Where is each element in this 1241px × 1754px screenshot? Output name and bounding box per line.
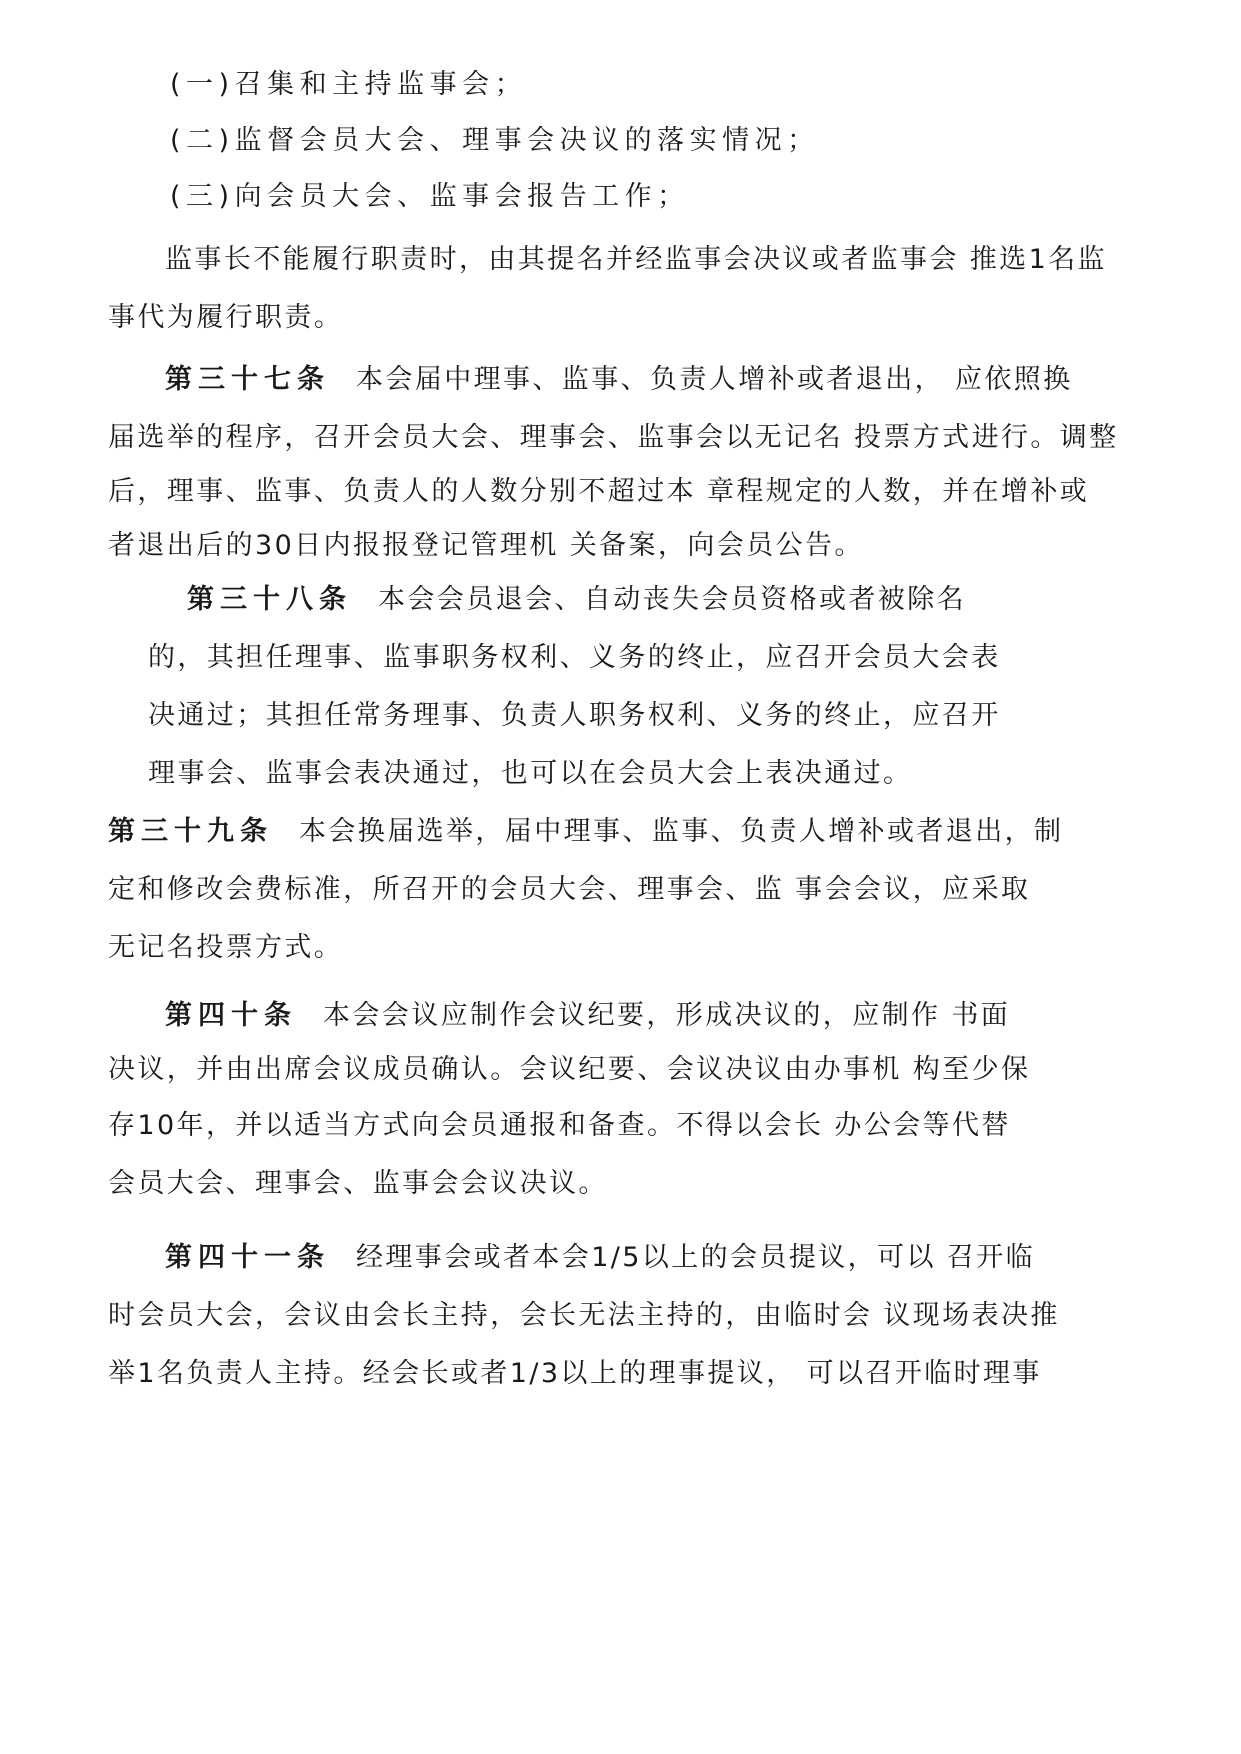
list-item: (二)监督会员大会、理事会决议的落实情况； [170, 125, 820, 156]
paragraph-line: 的，其担任理事、监事职务权利、义务的终止，应召开会员大会表 [148, 642, 1001, 673]
article-heading: 第四十一条 [165, 1242, 330, 1273]
list-item: (三)向会员大会、监事会报告工作； [170, 181, 690, 212]
paragraph-line: 理事会、监事会表决通过，也可以在会员大会上表决通过。 [148, 758, 913, 789]
paragraph-line: 后，理事、监事、负责人的人数分别不超过本 章程规定的人数，并在增补或 [108, 476, 1090, 507]
paragraph-line: 者退出后的30日内报报登记管理机 关备案，向会员公告。 [108, 530, 864, 561]
paragraph-line: 事代为履行职责。 [108, 302, 344, 333]
article-heading: 第三十九条 [108, 816, 273, 847]
article-40: 第四十条 本会会议应制作会议纪要，形成决议的，应制作 书面 [165, 1000, 1011, 1031]
paragraph-line: 无记名投票方式。 [108, 932, 344, 963]
article-37: 第三十七条 本会届中理事、监事、负责人增补或者退出， 应依照换 [165, 364, 1073, 395]
paragraph-line: 时会员大会，会议由会长主持，会长无法主持的，由临时会 议现场表决推 [108, 1300, 1060, 1331]
article-38: 第三十八条 本会会员退会、自动丧失会员资格或者被除名 [187, 584, 966, 615]
paragraph-line: 存10年，并以适当方式向会员通报和备查。不得以会长 办公会等代替 [108, 1110, 1011, 1141]
paragraph-line: 监事长不能履行职责时，由其提名并经监事会决议或者监事会 推选1名监 [165, 244, 1107, 275]
paragraph-line: 定和修改会费标准，所召开的会员大会、理事会、监 事会会议，应采取 [108, 874, 1031, 905]
article-heading: 第三十七条 [165, 364, 330, 395]
paragraph-line: 举1名负责人主持。经会长或者1/3以上的理事提议， 可以召开临时理事 [108, 1358, 1042, 1389]
list-item: (一)召集和主持监事会； [170, 69, 528, 100]
article-39: 第三十九条 本会换届选举，届中理事、监事、负责人增补或者退出，制 [108, 816, 1064, 847]
article-heading: 第三十八条 [187, 584, 352, 615]
paragraph-line: 决议，并由出席会议成员确认。会议纪要、会议决议由办事机 构至少保 [108, 1054, 1031, 1085]
paragraph-line: 会员大会、理事会、监事会会议决议。 [108, 1168, 608, 1199]
article-heading: 第四十条 [165, 1000, 297, 1031]
article-41: 第四十一条 经理事会或者本会1/5以上的会员提议，可以 召开临 [165, 1242, 1036, 1273]
paragraph-line: 届选举的程序，召开会员大会、理事会、监事会以无记名 投票方式进行。调整 [108, 422, 1119, 453]
paragraph-line: 决通过；其担任常务理事、负责人职务权利、义务的终止，应召开 [148, 700, 1001, 731]
